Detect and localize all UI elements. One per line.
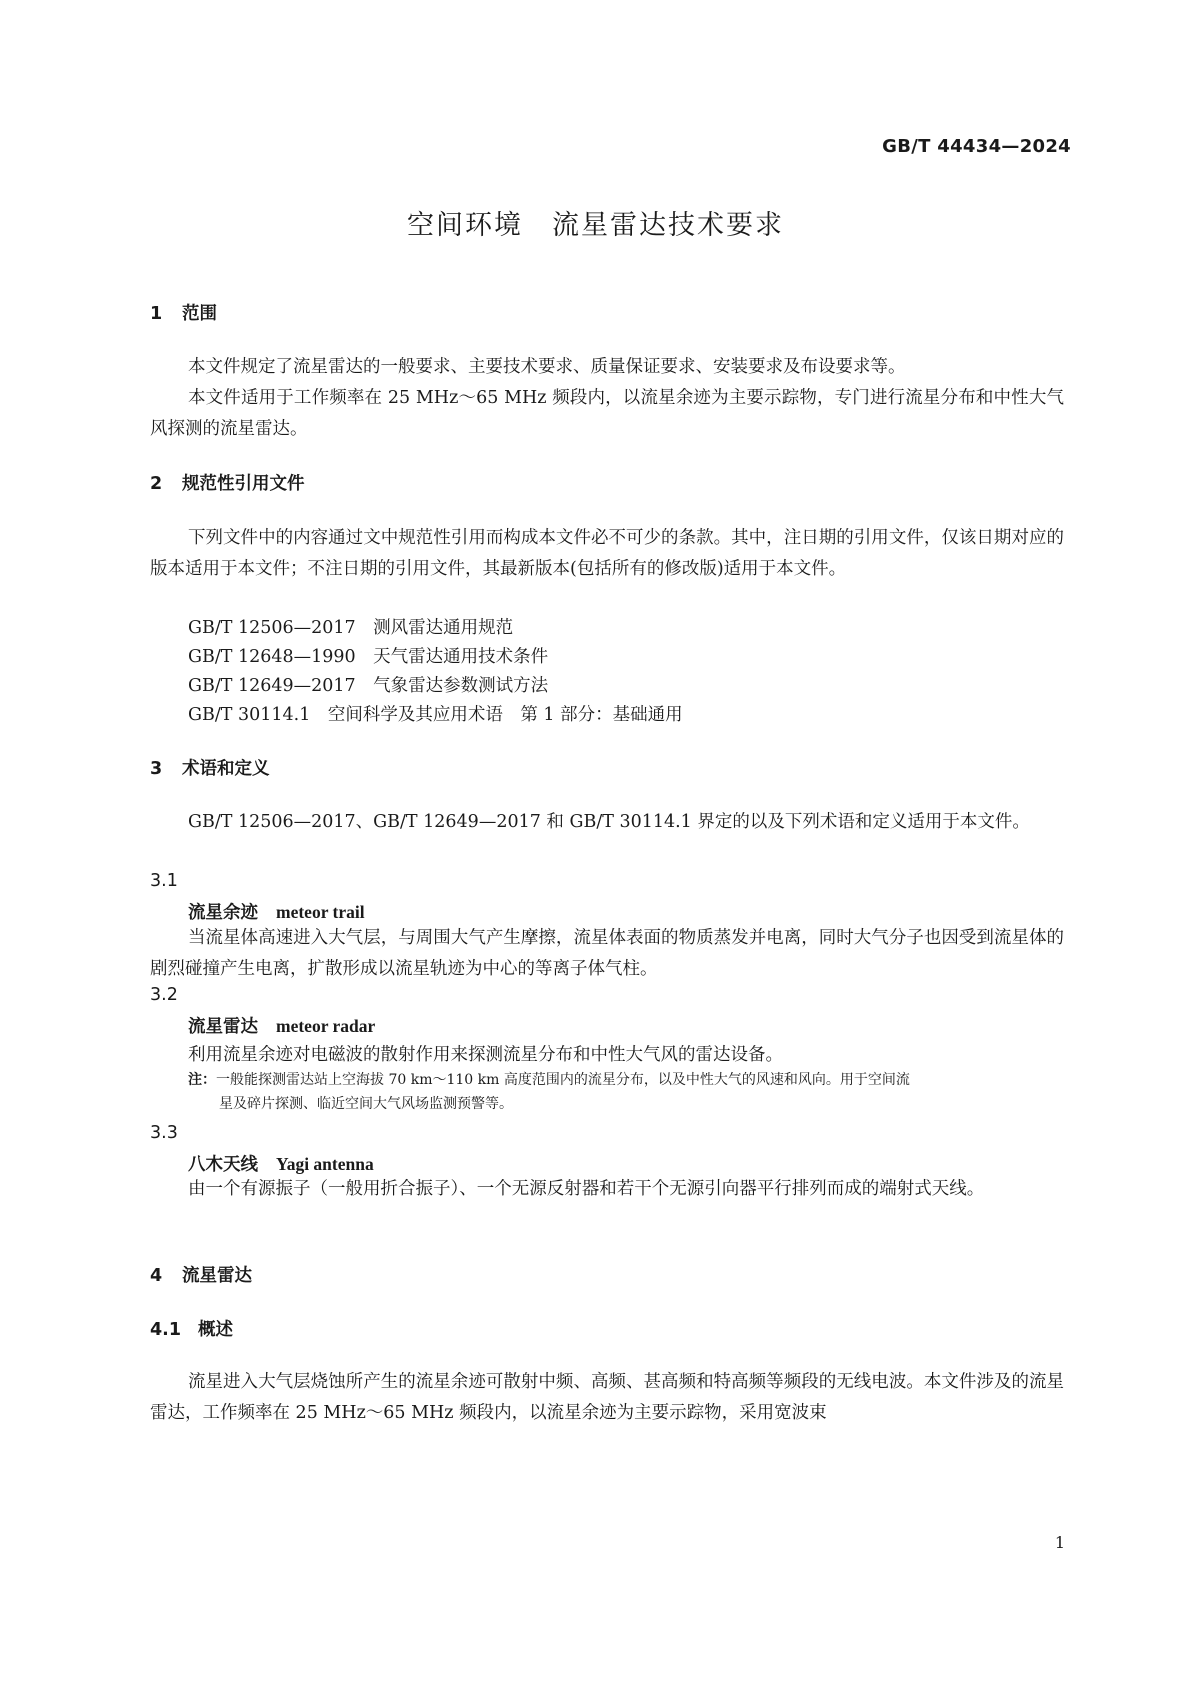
term-definition — [150, 1174, 1064, 1205]
subsection-number: 4.1 — [150, 1320, 182, 1340]
section-number: 1 — [150, 304, 163, 324]
paragraph: GB/T 12506—2017、GB/T 12649—2017 和 GB/T 30114.1 界定的以及下列术语和定义适用于本文件。 — [188, 812, 1030, 832]
section-2-heading — [150, 470, 305, 495]
term-chinese: 流星余迹 — [188, 903, 258, 923]
reference-item: GB/T 30114.1 空间科学及其应用术语 第 1 部分：基础通用 — [188, 705, 683, 725]
note-text: 星及碎片探测、临近空间大气风场监测预警等。 — [219, 1096, 513, 1112]
subsection-4-1-body — [150, 1367, 1064, 1429]
section-title: 规范性引用文件 — [182, 474, 305, 494]
term-english: meteor radar — [276, 1016, 376, 1036]
reference-item: GB/T 12506—2017 测风雷达通用规范 — [188, 618, 514, 638]
section-3-body — [150, 807, 1064, 838]
term-chinese: 八木天线 — [188, 1155, 258, 1175]
section-title: 范围 — [182, 304, 217, 324]
page-number: 1 — [1054, 1533, 1065, 1552]
section-number: 3 — [150, 759, 163, 779]
reference-item: GB/T 12649—2017 气象雷达参数测试方法 — [188, 676, 549, 696]
section-1-body — [150, 352, 1064, 445]
term-english: Yagi antenna — [276, 1154, 374, 1174]
section-2-body — [150, 523, 1064, 585]
reference-item: GB/T 12648—1990 天气雷达通用技术条件 — [188, 647, 549, 667]
paragraph: 下列文件中的内容通过文中规范性引用而构成本文件必不可少的条款。其中，注日期的引用文件，仅该日期对应的版本适用于本文件；不注日期的引用文件，其最新版本(包括所有的修改版)适用于本文件。 — [150, 528, 1064, 579]
term-chinese: 流星雷达 — [188, 1017, 258, 1037]
section-title: 术语和定义 — [182, 759, 270, 779]
section-number: 4 — [150, 1266, 163, 1286]
term-number: 3.1 — [150, 871, 178, 891]
section-number: 2 — [150, 474, 163, 494]
document-title: 空间环境 流星雷达技术要求 — [407, 210, 784, 241]
standard-number: GB/T 44434—2024 — [882, 136, 1071, 157]
section-title: 流星雷达 — [182, 1266, 252, 1286]
paragraph: 本文件适用于工作频率在 25 MHz～65 MHz 频段内，以流星余迹为主要示踪物，专门进行流星分布和中性大气风探测的流星雷达。 — [150, 388, 1064, 439]
paragraph: 流星进入大气层烧蚀所产生的流星余迹可散射中频、高频、甚高频和特高频等频段的无线电波。本文件涉及的流星雷达，工作频率在 25 MHz～65 MHz 频段内，以流星余迹为主要示踪物，采用宽波束 — [150, 1372, 1064, 1423]
section-3-heading — [150, 755, 270, 780]
paragraph: 由一个有源振子（一般用折合振子）、一个无源反射器和若干个无源引向器平行排列而成的端射式天线。 — [188, 1179, 985, 1199]
subsection-4-1-heading — [150, 1316, 233, 1341]
term-number: 3.2 — [150, 985, 178, 1005]
section-1-heading — [150, 300, 217, 325]
subsection-title: 概述 — [198, 1320, 233, 1340]
term-definition: 利用流星余迹对电磁波的散射作用来探测流星分布和中性大气风的雷达设备。 — [188, 1045, 783, 1065]
note — [188, 1068, 1064, 1116]
section-4-heading — [150, 1262, 252, 1287]
term-title — [188, 1013, 375, 1038]
term-definition — [150, 923, 1064, 985]
term-number: 3.3 — [150, 1123, 178, 1143]
paragraph: 当流星体高速进入大气层，与周围大气产生摩擦，流星体表面的物质蒸发并电离，同时大气分子也因受到流星体的剧烈碰撞产生电离，扩散形成以流星轨迹为中心的等离子体气柱。 — [150, 928, 1064, 979]
paragraph: 本文件规定了流星雷达的一般要求、主要技术要求、质量保证要求、安装要求及布设要求等。 — [188, 357, 906, 377]
note-text: 一般能探测雷达站上空海拔 70 km～110 km 高度范围内的流星分布，以及中性大气的风速和风向。用于空间流 — [216, 1072, 910, 1088]
term-english: meteor trail — [276, 902, 365, 922]
term-title — [188, 1151, 374, 1176]
term-title — [188, 899, 365, 924]
note-label: 注： — [188, 1072, 216, 1088]
